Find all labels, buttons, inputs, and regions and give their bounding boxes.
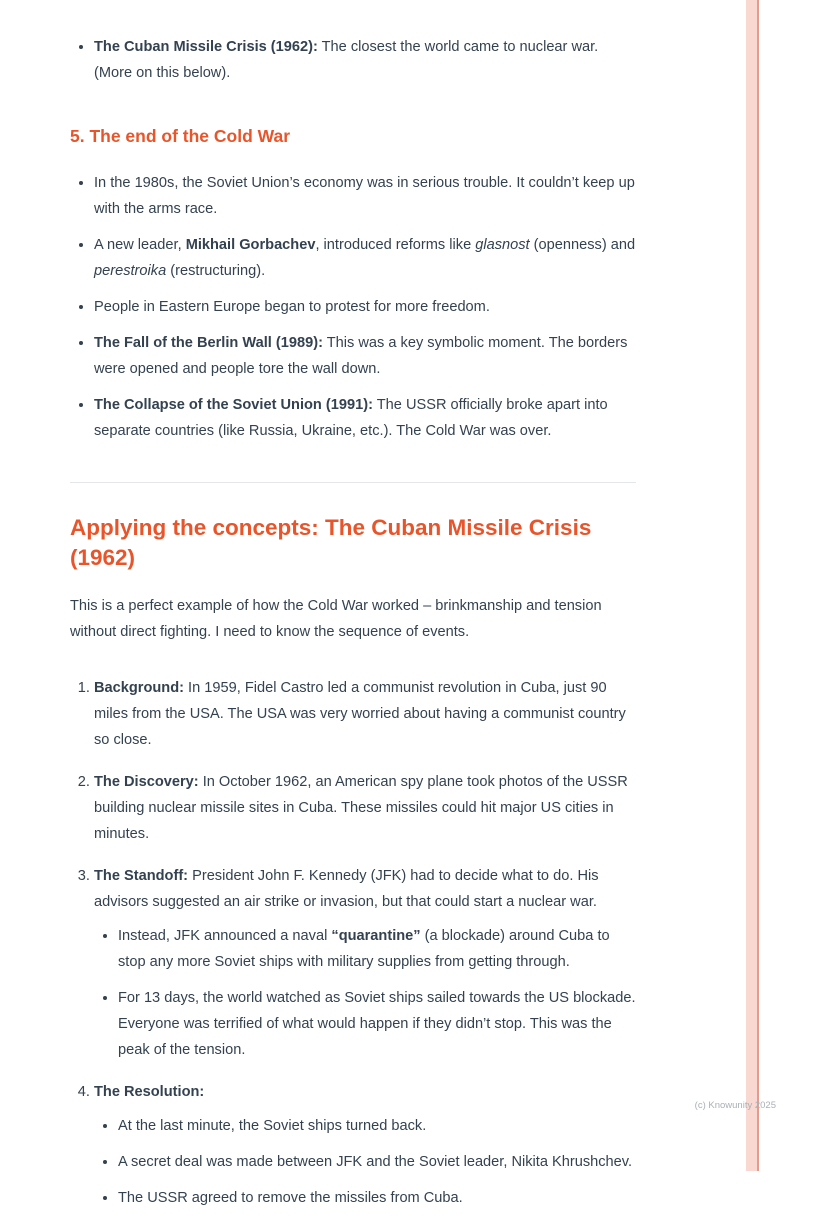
text-segment: The USSR officially broke apart into separate countries (like Russia, Ukraine, etc.). The Cold War was over. [94, 397, 608, 439]
text-segment: The Resolution: [94, 1084, 205, 1100]
text-segment: In the 1980s, the Soviet Union’s economy was in serious trouble. It couldn’t keep up with the arms race. [94, 175, 635, 217]
sub-list-item [118, 923, 636, 975]
text-segment: (openness) and [529, 237, 636, 253]
main-heading-cuban-missile-crisis: Applying the concepts: The Cuban Missile Crisis (1962) [70, 515, 592, 570]
text-segment: Mikhail Gorbachev [185, 237, 316, 253]
text-segment: (a blockade) around Cuba to stop any more Soviet ships with military supplies from getting through. [118, 928, 610, 970]
list-item [94, 232, 636, 284]
text-segment: “quarantine” [331, 928, 421, 944]
numbered-list-item [94, 863, 636, 1063]
text-segment: Instead, JFK announced a naval [118, 928, 332, 944]
text-segment: A secret deal was made between JFK and the Soviet leader, Nikita Khrushchev. [118, 1154, 633, 1170]
text-segment: , introduced reforms like [315, 237, 476, 253]
list-item [94, 330, 636, 382]
list-item [94, 34, 636, 86]
text-segment: A new leader, [94, 237, 186, 253]
sub-bullet-list [94, 1113, 636, 1211]
text-segment: For 13 days, the world watched as Soviet ships sailed towards the US blockade. Everyone was terrified of what would happen if they didn’t stop. This was the peak of the tension. [118, 990, 636, 1058]
crisis-steps-list [70, 675, 636, 1211]
text-segment: President John F. Kennedy (JFK) had to decide what to do. His advisors suggested an air strike or invasion, but that could start a nuclear war. [94, 868, 599, 910]
text-segment: In October 1962, an American spy plane took photos of the USSR building nuclear missile sites in Cuba. These missiles could hit major US cities in minutes. [94, 774, 628, 842]
numbered-list-item [94, 675, 636, 753]
sub-list-item [118, 985, 636, 1063]
list-item [94, 392, 636, 444]
text-segment: At the last minute, the Soviet ships turned back. [118, 1118, 427, 1134]
cold-war-end-list [70, 170, 636, 444]
text-segment: The USSR agreed to remove the missiles from Cuba. [118, 1190, 463, 1206]
section-divider [70, 482, 636, 483]
text-segment: The closest the world came to nuclear war. (More on this below). [94, 39, 599, 81]
text-segment: In 1959, Fidel Castro led a communist revolution in Cuba, just 90 miles from the USA. The USA was very worried about having a communist country so close. [94, 680, 626, 748]
sub-list-item [118, 1149, 636, 1175]
text-segment: (restructuring). [166, 263, 266, 279]
sub-list-item [118, 1113, 636, 1139]
sub-list-item [118, 1185, 636, 1211]
document-content [70, 34, 636, 1227]
section-heading-end-of-cold-war: 5. The end of the Cold War [70, 126, 291, 146]
text-segment: glasnost [475, 237, 530, 253]
text-segment: People in Eastern Europe began to protest for more freedom. [94, 299, 490, 315]
list-item [94, 170, 636, 222]
text-segment: Background: [94, 680, 184, 696]
page-edge-strip [746, 0, 759, 1171]
sub-bullet-list [94, 923, 636, 1063]
numbered-list-item [94, 1079, 636, 1211]
text-segment: The Discovery: [94, 774, 199, 790]
copyright-notice: (c) Knowunity 2025 [694, 1100, 776, 1111]
text-segment: The Standoff: [94, 868, 189, 884]
list-item [94, 294, 636, 320]
text-segment: The Cuban Missile Crisis (1962): [94, 39, 318, 55]
text-segment: The Collapse of the Soviet Union (1991): [94, 397, 373, 413]
numbered-list-item [94, 769, 636, 847]
intro-paragraph: This is a perfect example of how the Cold War worked – brinkmanship and tension without direct fighting. I need to know the sequence of events. [70, 598, 602, 640]
text-segment: This was a key symbolic moment. The borders were opened and people tore the wall down. [94, 335, 628, 377]
text-segment: perestroika [94, 263, 167, 279]
intro-bullet-list [70, 34, 636, 86]
text-segment: The Fall of the Berlin Wall (1989): [94, 335, 323, 351]
